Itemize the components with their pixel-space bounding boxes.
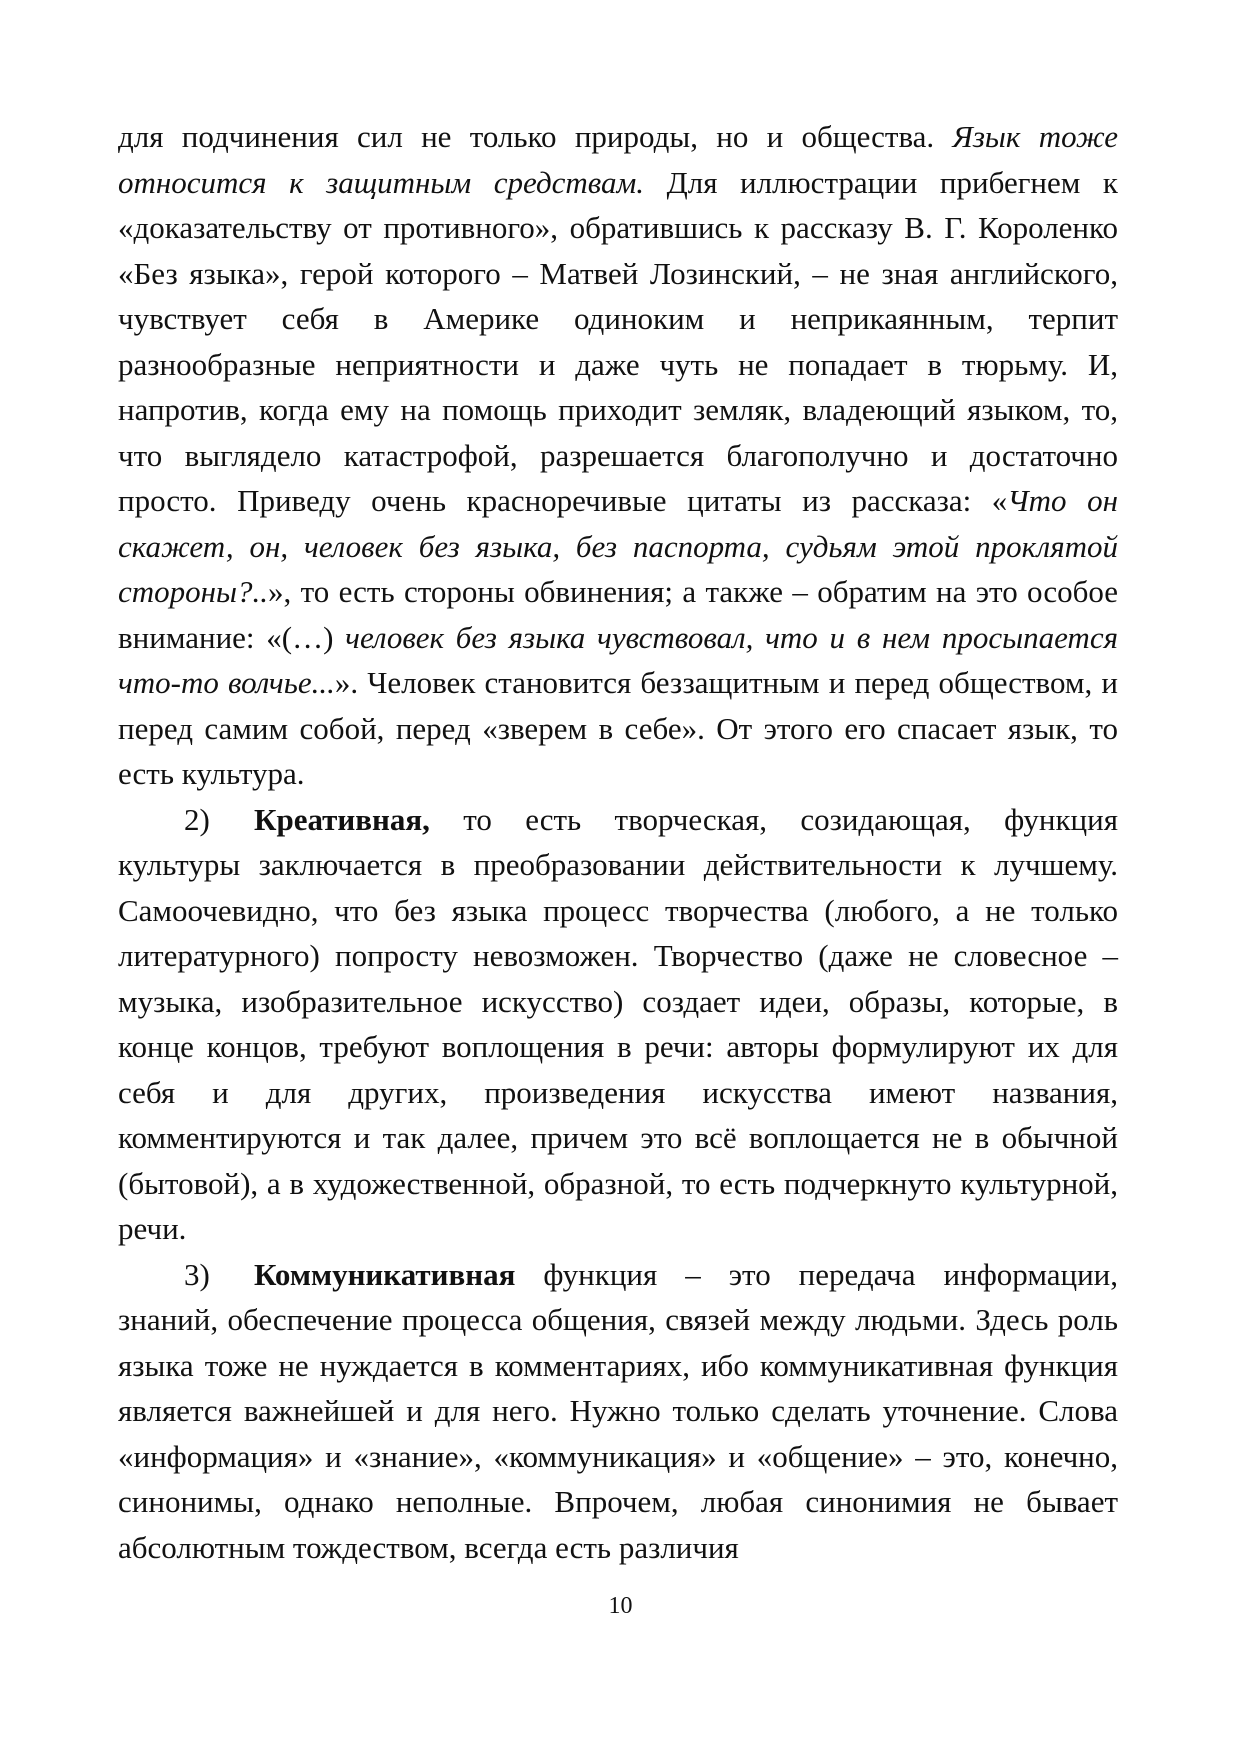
paragraph-communicative-function <box>118 1252 1118 1571</box>
paragraph-continuation <box>118 114 1118 797</box>
text-segment: для подчинения сил не только природы, но и общества. <box>118 119 953 154</box>
bold-term: Коммуникативная <box>254 1256 516 1292</box>
text-segment: ». Человек становится беззащитным и перед обществом, и перед самим собой, перед «зверем в себе». От этого его спасает язык, то есть культура. <box>118 665 1118 791</box>
italic-quote-segment: Что он скажет, он, человек без языка, без паспорта, судьям этой проклятой стороны?.. <box>118 483 1118 609</box>
list-number: 2) <box>184 801 210 837</box>
italic-text-segment: Язык тоже относится к защитным средствам. <box>118 119 1119 200</box>
text-segment: то есть творческая, созидающая, функция культуры заключается в преобразовании действительности к лучшему. Самоочевидно, что без языка процесс творчества (любого, а не только литературного) попросту невозможен. Творчество (даже не словесное – музыка, изобразительное искусство) создает идеи, образы, которые, в конце концов, требуют воплощения в речи: авторы формулируют их для себя и для других, произведения искусства имеют названия, комментируются и так далее, причем это всё воплощается не в обычной (бытовой), а в художественной, образной, то есть подчеркнуто культурной, речи. <box>118 801 1118 1246</box>
paragraph-creative-function <box>118 797 1118 1252</box>
bold-term: Креативная, <box>254 801 430 837</box>
page-body <box>118 114 1118 1570</box>
text-segment: Для иллюстрации прибегнем к «доказательству от противного», обратившись к рассказу В. Г. Короленко «Без языка», герой которого – Матвей Лозинский, – не зная английского, чувствует себя в Америке одиноким и неприкаянным, терпит разнообразные неприятности и даже чуть не попадает в тюрьму. И, напротив, когда ему на помощь приходит земляк, владеющий языком, то, что выглядело катастрофой, разрешается благополучно и достаточно просто. Приведу очень красноречивые цитаты из рассказа: « <box>118 164 1118 518</box>
page-number: 10 <box>608 1593 633 1619</box>
text-segment: », то есть стороны обвинения; а также – обратим на это особое внимание: «(…) <box>118 574 1118 655</box>
list-number: 3) <box>184 1256 210 1292</box>
italic-quote-segment: человек без языка чувствовал, что и в нем просыпается что-то волчье... <box>118 619 1118 700</box>
text-segment: функция – это передача информации, знаний, обеспечение процесса общения, связей между людьми. Здесь роль языка тоже не нуждается в комментариях, ибо коммуникативная функция является важнейшей и для него. Нужно только сделать уточнение. Слова «информация» и «знание», «коммуникация» и «общение» – это, конечно, синонимы, однако неполные. Впрочем, любая синонимия не бывает абсолютным тождеством, всегда есть различия <box>118 1256 1118 1565</box>
